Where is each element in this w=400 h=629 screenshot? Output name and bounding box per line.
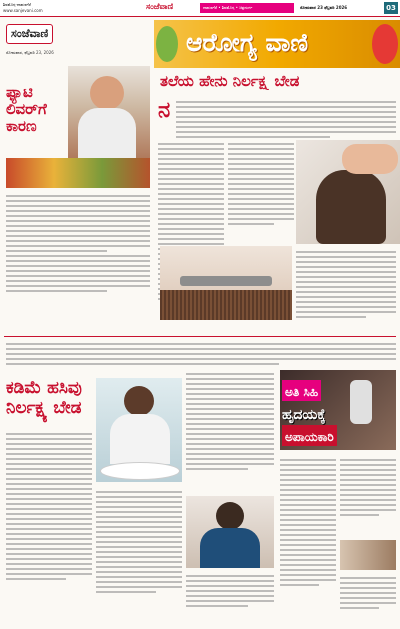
salt-line3: ಅಪಾಯಕಾರಿ [285,430,334,444]
masthead-cities-box [200,3,294,13]
food-photo [6,158,150,188]
salt-line1-box [282,380,321,401]
fatty-liver-photo [68,66,150,158]
fatty-liver-body [6,192,150,297]
section-divider [4,336,396,337]
fruits-left [156,26,178,62]
man-head [216,502,244,530]
appetite-col1 [6,430,92,620]
masthead-left-line2: www.sanjevani.com [3,8,43,13]
salt-col1 [280,456,336,624]
side-date: ಸೋಮವಾರ, ಫೆಬ್ರವರಿ 23, 2026 [6,50,54,55]
fatty-liver-line1: ಫ್ಯಾಟಿ [6,83,33,101]
page-number-badge [384,2,398,14]
woman-figure [124,386,154,416]
salt-line1: ಅತಿ ಸಿಹಿ [285,385,319,399]
side-logo-box [6,22,116,55]
hair-intro [176,98,396,138]
salt-small-photo [340,540,396,570]
hand-figure [342,144,398,174]
hair-strands [160,290,292,320]
salt-line3-box [282,425,337,446]
hair-col2 [228,140,294,240]
woman-body [110,414,170,464]
appetite-line2: ನಿರ್ಲಕ್ಷ್ಯ ಬೇಡ [6,398,82,418]
man-photo [186,496,274,568]
masthead-date: ಸೋಮವಾರ 23 ಫೆಬ್ರವರಿ 2026 [300,5,348,10]
comb-photo [160,246,292,320]
section-banner [154,20,400,68]
appetite-line1: ಕಡಿಮೆ ಹಸಿವು [6,378,82,398]
fatty-liver-line3: ಕಾರಣ [6,117,37,135]
appetite-col2 [186,370,274,490]
masthead-logo: ಸಂಜೆವಾಣಿ [146,2,174,11]
salt-line2: ಹೃದಯಕ್ಕೆ [282,407,326,423]
lower-intro [6,340,396,370]
food-plate [100,462,180,480]
person-shirt [78,108,136,158]
masthead-left-line1: ಶಿವಮೊಗ್ಗ-ದಾವಣಗೆರೆ [3,2,31,7]
fatty-liver-headline [6,84,76,135]
section-banner-title: ಆರೋಗ್ಯ ವಾಣಿ [186,28,309,57]
hair-photo [296,140,400,244]
hair-dropcap: ನ [158,98,171,123]
side-logo: ಸಂಜೆವಾಣಿ [6,24,53,44]
fatty-liver-line2: ಲಿವರ್‌ಗೆ [6,100,47,118]
hair-head [316,170,386,244]
page-number: 03 [386,4,396,12]
hair-col3 [296,248,396,332]
person-figure [90,76,124,110]
masthead-cities: ದಾವಣಗೆರೆ • ಶಿವಮೊಗ್ಗ • ಚಿತ್ರದುರ್ಗ [203,5,253,10]
appetite-col3 [96,488,182,618]
fruits-right [372,24,398,64]
appetite-col4 [186,572,274,620]
masthead [0,0,400,17]
comb-figure [180,276,272,286]
man-body [200,528,260,568]
salt-headline [282,380,394,446]
appetite-photo [96,378,182,482]
hair-headline: ತಲೆಯ ಹೇನು ನಿರ್ಲಕ್ಷ್ಯ ಬೇಡ [160,72,300,90]
salt-col3 [340,574,396,622]
salt-col2 [340,456,396,538]
